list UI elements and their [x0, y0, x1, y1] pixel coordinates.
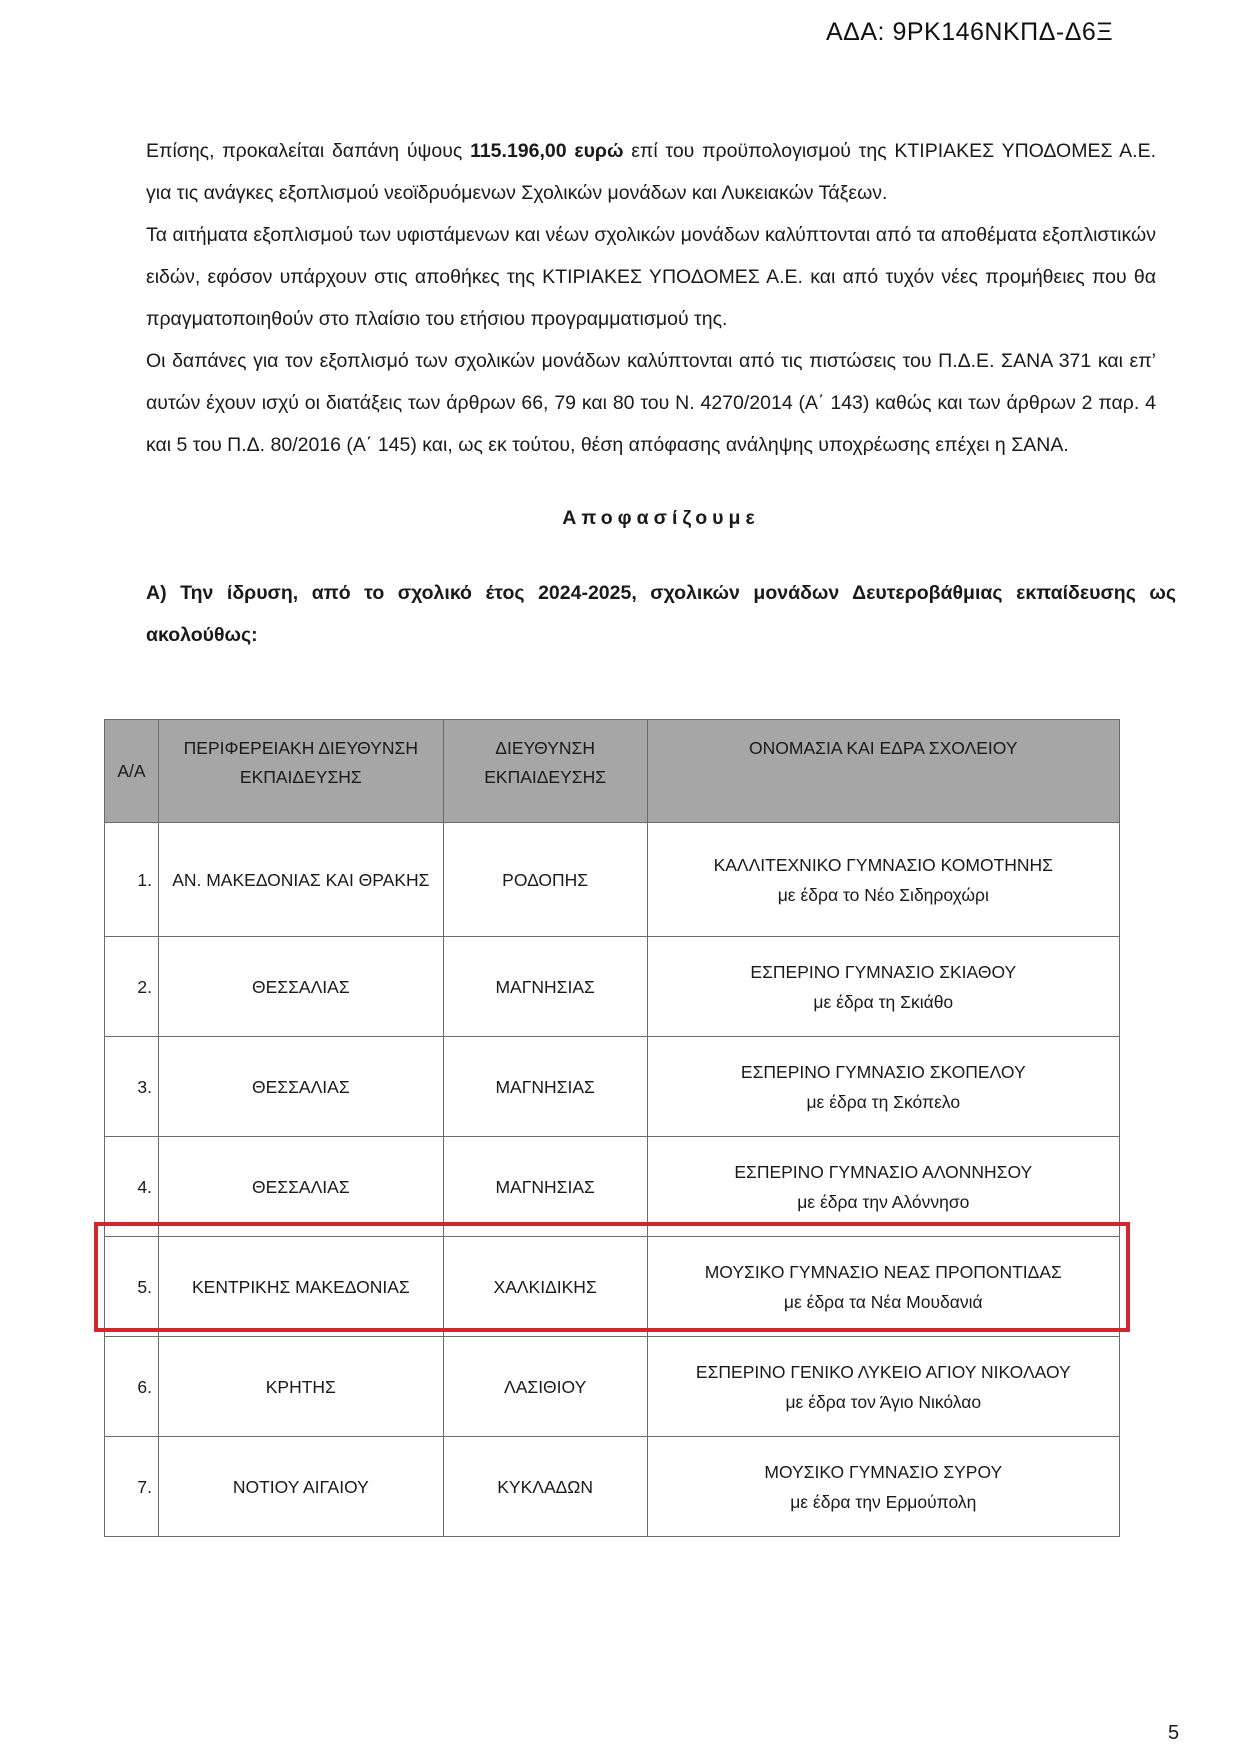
row-directorate: ΛΑΣΙΘΙΟΥ: [443, 1337, 647, 1437]
school-seat: με έδρα την Ερμούπολη: [790, 1491, 977, 1512]
highlight-box: [94, 1222, 1130, 1332]
page-number: 5: [1168, 1722, 1180, 1744]
header-directorate-line2: ΕΚΠΑΙΔΕΥΣΗΣ: [484, 767, 607, 787]
row-directorate: ΜΑΓΝΗΣΙΑΣ: [443, 1037, 647, 1137]
school-seat: με έδρα την Αλόννησο: [797, 1191, 970, 1212]
row-school: [647, 823, 1119, 937]
row-region: ΚΕΝΤΡΙΚΗΣ ΜΑΚΕΔΟΝΙΑΣ: [158, 1237, 443, 1337]
row-num: 6.: [105, 1337, 159, 1437]
header-region: [158, 720, 443, 823]
table-row: [105, 937, 1120, 1037]
header-school: ΟΝΟΜΑΣΙΑ ΚΑΙ ΕΔΡΑ ΣΧΟΛΕΙΟΥ: [647, 720, 1119, 823]
row-directorate: ΚΥΚΛΑΔΩΝ: [443, 1437, 647, 1537]
row-num: 3.: [105, 1037, 159, 1137]
school-name: ΜΟΥΣΙΚΟ ΓΥΜΝΑΣΙΟ ΝΕΑΣ ΠΡΟΠΟΝΤΙΔΑΣ: [704, 1261, 1062, 1282]
row-school: [647, 1437, 1119, 1537]
row-num: 1.: [105, 823, 159, 937]
table-row: [105, 1437, 1120, 1537]
table-row: [105, 1337, 1120, 1437]
header-aa: Α/Α: [105, 720, 159, 823]
section-a-heading: Α) Την ίδρυση, από το σχολικό έτος 2024-2025, σχολικών μονάδων Δευτεροβάθμιας εκπαίδευσης ως ακολούθως:: [146, 582, 1176, 646]
ada-code: ΑΔΑ: 9ΡΚ146ΝΚΠΔ-Δ6Ξ: [826, 18, 1114, 46]
body-text: [146, 130, 1156, 466]
school-seat: με έδρα τα Νέα Μουδανιά: [783, 1291, 983, 1312]
row-region: ΚΡΗΤΗΣ: [158, 1337, 443, 1437]
decide-heading: Αποφασίζουμε: [562, 507, 760, 529]
row-school: [647, 1337, 1119, 1437]
paragraph-expense-start: Επίσης, προκαλείται δαπάνη ύψους: [146, 140, 471, 162]
school-seat: με έδρα τη Σκιάθο: [813, 991, 954, 1012]
header-directorate-line1: ΔΙΕΥΘΥΝΣΗ: [495, 738, 595, 758]
table-row: [105, 1037, 1120, 1137]
school-seat: με έδρα το Νέο Σιδηροχώρι: [777, 884, 989, 905]
row-region: ΘΕΣΣΑΛΙΑΣ: [158, 937, 443, 1037]
school-name: ΚΑΛΛΙΤΕΧΝΙΚΟ ΓΥΜΝΑΣΙΟ ΚΟΜΟΤΗΝΗΣ: [713, 854, 1054, 875]
header-directorate: [443, 720, 647, 823]
school-name: ΕΣΠΕΡΙΝΟ ΓΥΜΝΑΣΙΟ ΣΚΙΑΘΟΥ: [750, 961, 1017, 982]
schools-table: [104, 719, 1120, 1537]
row-region: ΝΟΤΙΟΥ ΑΙΓΑΙΟΥ: [158, 1437, 443, 1537]
row-directorate: ΜΑΓΝΗΣΙΑΣ: [443, 1137, 647, 1237]
paragraph-funding: Οι δαπάνες για τον εξοπλισμό των σχολικών μονάδων καλύπτονται από τις πιστώσεις του Π.Δ.Ε. ΣΑΝΑ 371 και επ’ αυτών έχουν ισχύ οι διατάξεις των άρθρων 66, 79 και 80 του Ν. 4270/2014 (Α΄ 143) καθώς και των άρθρων 2 παρ. 4 και 5 του Π.Δ. 80/2016 (Α΄ 145) και, ως εκ τούτου, θέση απόφασης ανάληψης υποχρέωσης επέχει η ΣΑΝΑ.: [146, 350, 1156, 456]
row-directorate: ΡΟΔΟΠΗΣ: [443, 823, 647, 937]
school-name: ΕΣΠΕΡΙΝΟ ΓΕΝΙΚΟ ΛΥΚΕΙΟ ΑΓΙΟΥ ΝΙΚΟΛΑΟΥ: [695, 1361, 1071, 1382]
row-school: [647, 1037, 1119, 1137]
expense-amount: 115.196,00 ευρώ: [470, 140, 624, 162]
header-region-line2: ΕΚΠΑΙΔΕΥΣΗΣ: [239, 767, 362, 787]
school-name: ΕΣΠΕΡΙΝΟ ΓΥΜΝΑΣΙΟ ΑΛΟΝΝΗΣΟΥ: [734, 1161, 1033, 1182]
paragraph-expense: [146, 130, 1156, 214]
row-num: 2.: [105, 937, 159, 1037]
row-num: 4.: [105, 1137, 159, 1237]
paragraph-equipment: Τα αιτήματα εξοπλισμού των υφιστάμενων και νέων σχολικών μονάδων καλύπτονται από τα αποθέματα εξοπλιστικών ειδών, εφόσον υπάρχουν στις αποθήκες της ΚΤΙΡΙΑΚΕΣ ΥΠΟΔΟΜΕΣ Α.Ε. και από τυχόν νέες προμήθειες που θα πραγματοποιηθούν στο πλαίσιο του ετήσιου προγραμματισμού της.: [146, 224, 1156, 330]
school-seat: με έδρα τον Άγιο Νικόλαο: [785, 1391, 982, 1412]
table-header-row: [105, 720, 1120, 823]
school-name: ΕΣΠΕΡΙΝΟ ΓΥΜΝΑΣΙΟ ΣΚΟΠΕΛΟΥ: [740, 1061, 1026, 1082]
row-num: 7.: [105, 1437, 159, 1537]
row-directorate: ΜΑΓΝΗΣΙΑΣ: [443, 937, 647, 1037]
row-region: ΘΕΣΣΑΛΙΑΣ: [158, 1137, 443, 1237]
row-directorate: ΧΑΛΚΙΔΙΚΗΣ: [443, 1237, 647, 1337]
row-region: ΘΕΣΣΑΛΙΑΣ: [158, 1037, 443, 1137]
row-region: ΑΝ. ΜΑΚΕΔΟΝΙΑΣ ΚΑΙ ΘΡΑΚΗΣ: [158, 823, 443, 937]
header-region-line1: ΠΕΡΙΦΕΡΕΙΑΚΗ ΔΙΕΥΘΥΝΣΗ: [183, 738, 418, 758]
row-school: [647, 937, 1119, 1037]
school-name: ΜΟΥΣΙΚΟ ΓΥΜΝΑΣΙΟ ΣΥΡΟΥ: [764, 1461, 1003, 1482]
school-seat: με έδρα τη Σκόπελο: [806, 1091, 961, 1112]
paragraph-expense-end: επί του προϋπολογισμού της ΚΤΙΡΙΑΚΕΣ ΥΠΟΔΟΜΕΣ Α.Ε. για τις ανάγκες εξοπλισμού νεοϊδρυόμενων Σχολικών μονάδων και Λυκειακών Τάξεων.: [146, 140, 1157, 204]
table-row: [105, 823, 1120, 937]
row-num: 5.: [105, 1237, 159, 1337]
